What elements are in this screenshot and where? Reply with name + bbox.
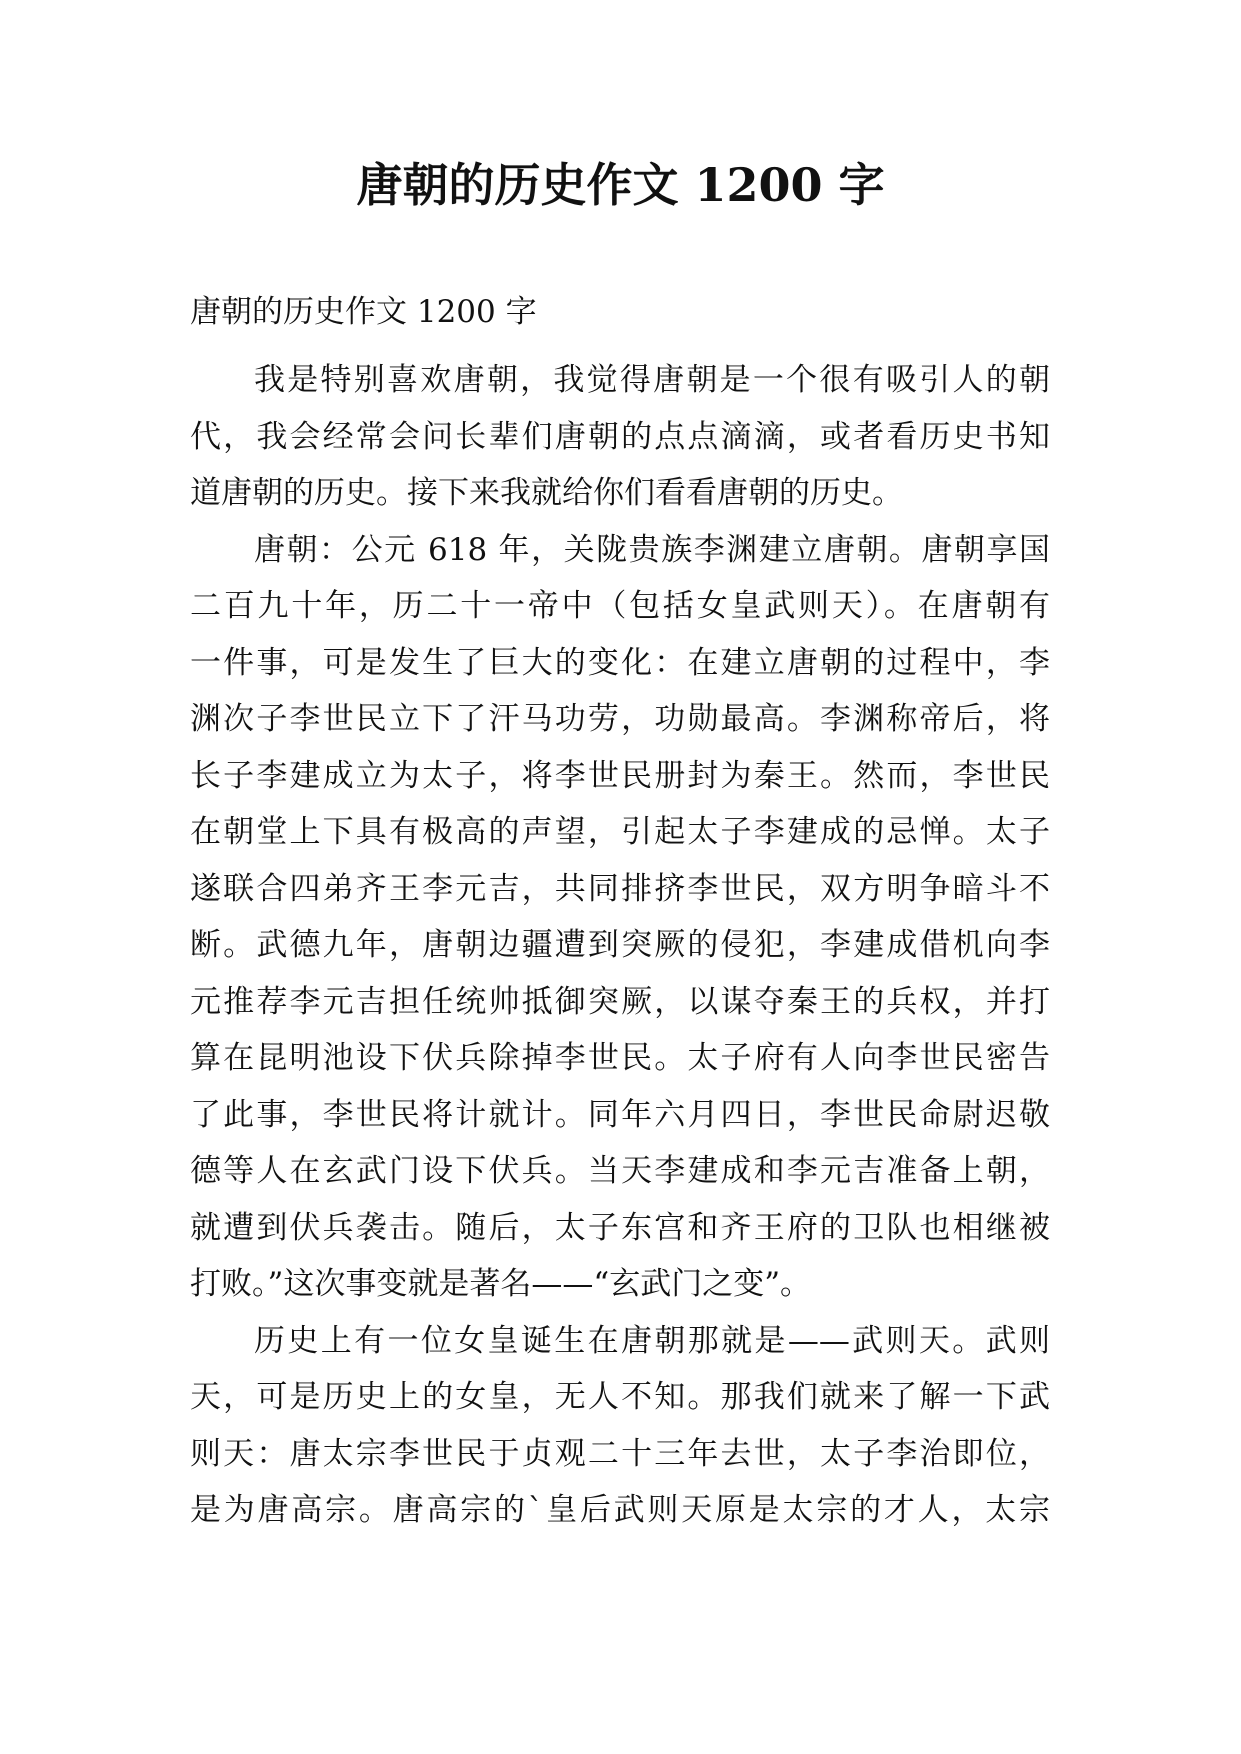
document-subtitle: 唐朝的历史作文 1200 字 [190, 294, 537, 330]
text-line: 了此事，李世民将计就计。同年六月四日，李世民命尉迟敬 [190, 1096, 1050, 1133]
text-line: 唐朝：公元 618 年，关陇贵族李渊建立唐朝。唐朝享国 [254, 531, 1050, 568]
text-line: 遂联合四弟齐王李元吉，共同排挤李世民，双方明争暗斗不 [190, 870, 1050, 907]
text-line: 德等人在玄武门设下伏兵。当天李建成和李元吉准备上朝， [190, 1153, 1050, 1189]
text-line: 在朝堂上下具有极高的声望，引起太子李建成的忌惮。太子 [190, 814, 1050, 850]
document-title: 唐朝的历史作文 1200 字 [356, 158, 885, 212]
paragraph-1 [190, 352, 1050, 522]
text-line: 是为唐高宗。唐高宗的`皇后武则天原是太宗的才人，太宗 [190, 1492, 1050, 1528]
text-line: 二百九十年，历二十一帝中（包括女皇武则天）。在唐朝有 [190, 588, 1050, 624]
text-line: 则天：唐太宗李世民于贞观二十三年去世，太子李治即位， [190, 1435, 1050, 1472]
text-line: 元推荐李元吉担任统帅抵御突厥，以谋夺秦王的兵权，并打 [190, 983, 1050, 1020]
text-line: 打败。”这次事变就是著名——“玄武门之变”。 [190, 1266, 812, 1302]
text-line: 代，我会经常会问长辈们唐朝的点点滴滴，或者看历史书知 [190, 418, 1050, 455]
paragraph-2 [190, 522, 1050, 1313]
text-line: 就遭到伏兵袭击。随后，太子东宫和齐王府的卫队也相继被 [190, 1209, 1050, 1246]
text-line: 一件事，可是发生了巨大的变化：在建立唐朝的过程中，李 [190, 644, 1050, 681]
text-line: 长子李建成立为太子，将李世民册封为秦王。然而，李世民 [190, 757, 1050, 794]
text-line: 历史上有一位女皇诞生在唐朝那就是——武则天。武则 [254, 1322, 1050, 1359]
text-line: 渊次子李世民立下了汗马功劳，功勋最高。李渊称帝后，将 [190, 701, 1050, 737]
document-body [190, 352, 1050, 1539]
paragraph-3 [190, 1313, 1050, 1539]
text-line: 天，可是历史上的女皇，无人不知。那我们就来了解一下武 [190, 1379, 1050, 1415]
text-line: 断。武德九年，唐朝边疆遭到突厥的侵犯，李建成借机向李 [190, 927, 1050, 963]
text-line: 道唐朝的历史。接下来我就给你们看看唐朝的历史。 [190, 475, 903, 511]
text-line: 算在昆明池设下伏兵除掉李世民。太子府有人向李世民密告 [190, 1040, 1050, 1076]
text-line: 我是特别喜欢唐朝，我觉得唐朝是一个很有吸引人的朝 [254, 362, 1050, 398]
